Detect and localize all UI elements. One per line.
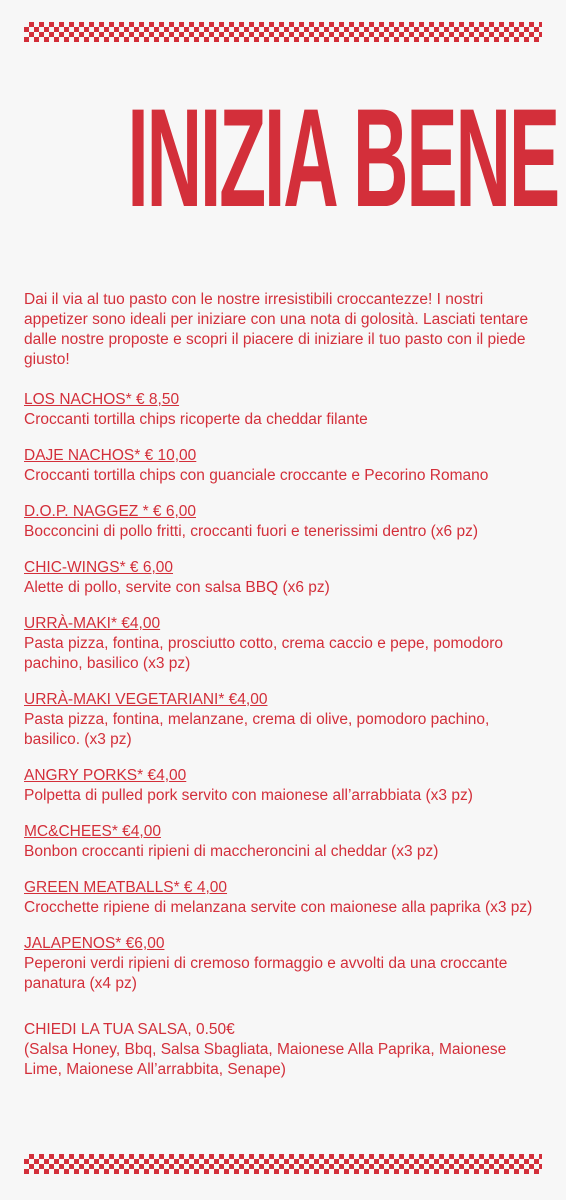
menu-item-description: Polpetta di pulled pork servito con maionese all’arrabbiata (x3 pz)	[24, 787, 473, 804]
sauce-list: (Salsa Honey, Bbq, Salsa Sbagliata, Maionese Alla Paprika, Maionese Lime, Maionese All’arrabbita, Senape)	[24, 1041, 507, 1078]
menu-item-description: Crocchette ripiene di melanzana servite con maionese alla paprika (x3 pz)	[24, 899, 533, 916]
sauce-section	[24, 1020, 544, 1080]
menu-item	[24, 878, 544, 918]
menu-item-description: Croccanti tortilla chips con guanciale croccante e Pecorino Romano	[24, 467, 489, 484]
menu-item-description: Peperoni verdi ripieni di cremoso formaggio e avvolti da una croccante panatura (x4 pz)	[24, 955, 508, 992]
checker-border-top	[24, 22, 542, 42]
menu-item-description: Pasta pizza, fontina, prosciutto cotto, crema caccio e pepe, pomodoro pachino, basilico (x3 pz)	[24, 635, 504, 672]
sauce-title: CHIEDI LA TUA SALSA, 0.50€	[24, 1021, 235, 1038]
menu-item-description: Alette di pollo, servite con salsa BBQ (x6 pz)	[24, 579, 330, 596]
menu-item-name: MC&CHEES* €4,00	[24, 823, 161, 840]
menu-content	[24, 290, 544, 1080]
menu-item-name: LOS NACHOS* € 8,50	[24, 391, 180, 408]
menu-item-name: DAJE NACHOS* € 10,00	[24, 447, 197, 464]
menu-item	[24, 934, 544, 994]
menu-item	[24, 502, 544, 542]
menu-item-description: Bonbon croccanti ripieni di maccheroncini al cheddar (x3 pz)	[24, 843, 439, 860]
page-title: INIZIA BENE	[127, 79, 559, 236]
menu-item-name: GREEN MEATBALLS* € 4,00	[24, 879, 228, 896]
menu-item-name: ANGRY PORKS* €4,00	[24, 767, 187, 784]
menu-item-name: CHIC-WINGS* € 6,00	[24, 559, 174, 576]
menu-item	[24, 446, 544, 486]
menu-item-description: Bocconcini di pollo fritti, croccanti fuori e tenerissimi dentro (x6 pz)	[24, 523, 478, 540]
menu-item	[24, 822, 544, 862]
menu-item	[24, 614, 544, 674]
menu-item-description: Croccanti tortilla chips ricoperte da cheddar filante	[24, 411, 368, 428]
menu-item	[24, 558, 544, 598]
menu-item-name: URRÀ-MAKI VEGETARIANI* €4,00	[24, 691, 268, 708]
menu-item-description: Pasta pizza, fontina, melanzane, crema di olive, pomodoro pachino, basilico. (x3 pz)	[24, 711, 490, 748]
menu-item	[24, 766, 544, 806]
menu-item-name: URRÀ-MAKI* €4,00	[24, 615, 161, 632]
menu-item-name: D.O.P. NAGGEZ * € 6,00	[24, 503, 197, 520]
checker-border-bottom	[24, 1154, 542, 1174]
menu-item	[24, 690, 544, 750]
intro-text: Dai il via al tuo pasto con le nostre irresistibili croccantezze! I nostri appetizer sono ideali per iniziare con una nota di golosità. Lasciati tentare dalle nostre proposte e scopri il piacere di iniziare il tuo pasto con il piede giusto!	[24, 291, 529, 368]
menu-item	[24, 390, 544, 430]
menu-item-name: JALAPENOS* €6,00	[24, 935, 165, 952]
